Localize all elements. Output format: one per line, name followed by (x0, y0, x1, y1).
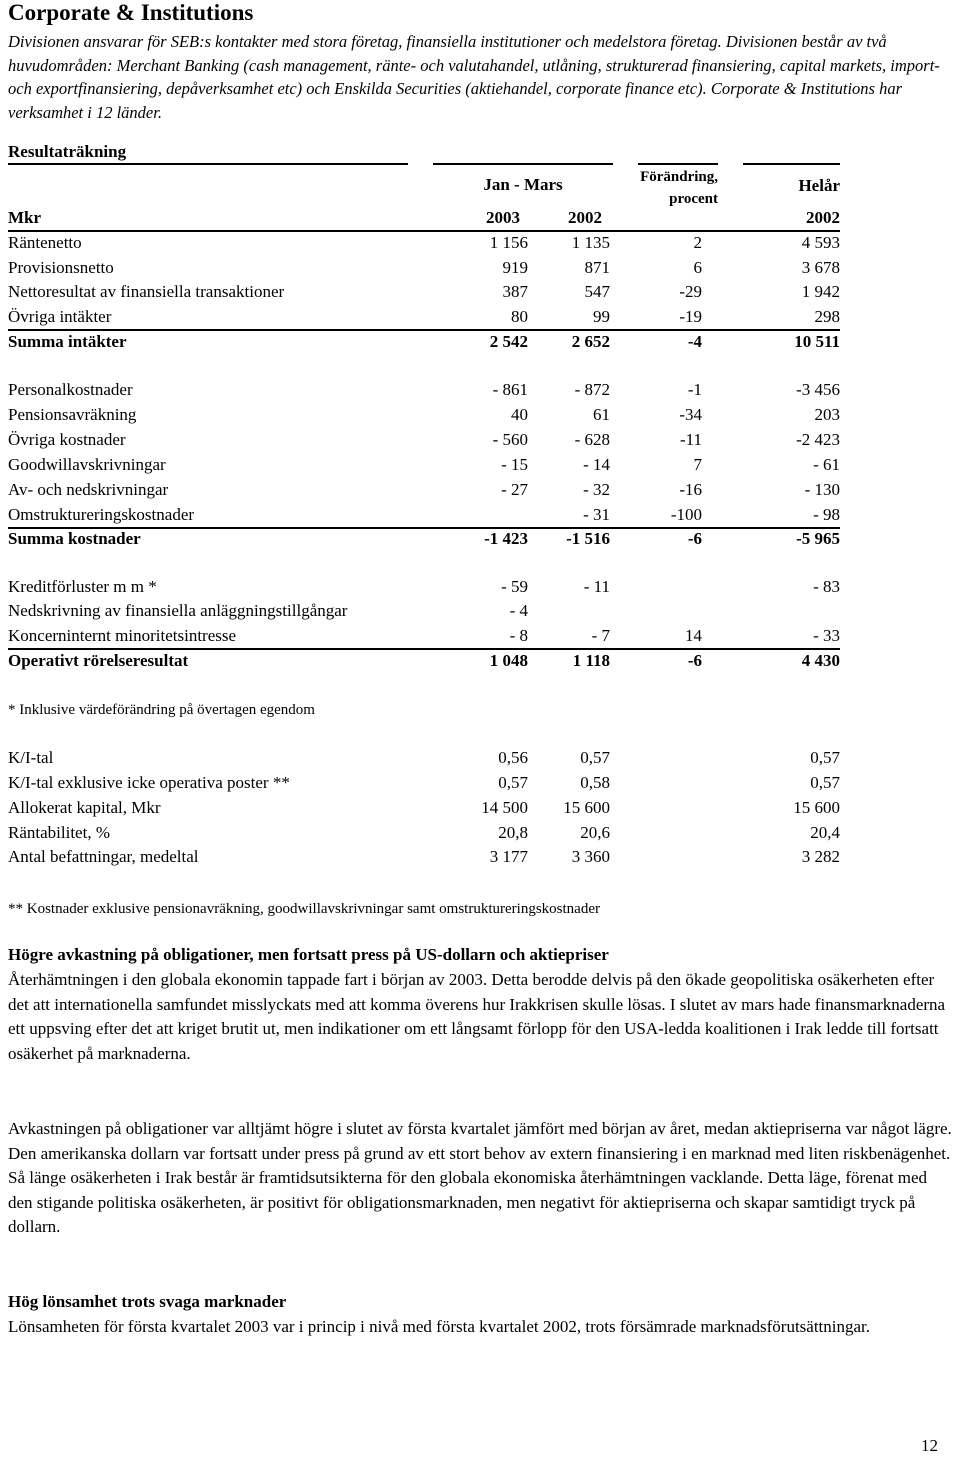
row-label: Omstruktureringskostnader (8, 505, 195, 524)
section2-para1: Lönsamheten för första kvartalet 2003 var i princip i nivå med första kvartalet 2002, trots försämrade marknadsförutsättningar. (8, 1317, 871, 1336)
row-label: Övriga kostnader (8, 430, 126, 449)
value-2002: - 7 (591, 626, 610, 645)
kpi-2003: 20,8 (498, 823, 528, 842)
value-2003: - 8 (509, 626, 528, 645)
value-full-year: 1 942 (801, 282, 840, 301)
value-2002: 2 652 (571, 332, 610, 351)
value-2002: - 872 (574, 380, 610, 399)
kpi-full-year: 20,4 (810, 823, 840, 842)
period-header: Jan - Mars (483, 175, 563, 194)
kpi-full-year: 0,57 (810, 773, 840, 792)
value-full-year: - 33 (813, 626, 840, 645)
change-header-line2: procent (669, 191, 718, 207)
kpi-2002: 15 600 (563, 798, 610, 817)
table-row (8, 405, 840, 429)
sum-rule (8, 329, 840, 331)
kpi-2003: 3 177 (489, 847, 528, 866)
change-header-line1: Förändring, (640, 169, 718, 185)
row-label: Övriga intäkter (8, 307, 112, 326)
row-label: Provisionsnetto (8, 258, 114, 277)
value-full-year: -3 456 (796, 380, 840, 399)
table-row (8, 505, 840, 529)
value-2002: - 11 (583, 577, 610, 596)
value-2002: 1 118 (572, 651, 610, 670)
value-change: 7 (693, 455, 702, 474)
unit-label: Mkr (8, 208, 42, 227)
section1-para1: Återhämtningen i den globala ekonomin tappade fart i början av 2003. Detta berodde delvis på den ökade geopolitiska osäkerheten efter det att internationella samfundet misslyckats med att komma överens hur Irakkrisen skulle lösas. I slutet av mars hade finansmarknaderna ett uppsving efter det att kriget brutit ut, men indikationer om ett långsamt förlopp för den USA-ledda koalitionen i Irak ledde till fortsatt osäkerhet på marknaderna. (8, 970, 946, 1063)
table-row (8, 332, 840, 356)
intro-text: Divisionen ansvarar för SEB:s kontakter med stora företag, finansiella institutioner och medelstora företag. Divisionen består av två huvudområden: Merchant Banking (cash management, ränte- och valutahandel, utlåning, strukturerad finansiering, capital markets, import- och exportfinansiering, depåverksamhet etc) och Enskilda Securities (aktiehandel, corporate finance etc). Corporate & Institutions har verksamhet i 12 länder. (8, 32, 940, 122)
kpi-full-year: 15 600 (793, 798, 840, 817)
row-label: Koncerninternt minoritetsintresse (8, 626, 237, 645)
table-row (8, 601, 840, 625)
row-label: Nettoresultat av finansiella transaktioner (8, 282, 285, 301)
value-full-year: 3 678 (801, 258, 840, 277)
value-change: -11 (679, 430, 702, 449)
row-label: Av- och nedskrivningar (8, 480, 169, 499)
footnote-2: ** Kostnader exklusive pensionavräkning, goodwillavskrivningar samt omstruktureringskostnader (8, 901, 600, 917)
change-header (638, 167, 718, 209)
value-change: -29 (679, 282, 702, 301)
col-2003: 2003 (486, 208, 520, 227)
kpi-row (8, 748, 840, 772)
table-row (8, 577, 840, 601)
table-row (8, 307, 840, 331)
value-full-year: -2 423 (796, 430, 840, 449)
fy-rule-top (743, 163, 840, 165)
value-change: 6 (693, 258, 702, 277)
value-2003: - 59 (501, 577, 528, 596)
value-2002: - 14 (583, 455, 610, 474)
value-full-year: 203 (814, 405, 840, 424)
value-change: -4 (687, 332, 702, 351)
kpi-2003: 0,56 (498, 748, 528, 767)
kpi-label: Antal befattningar, medeltal (8, 847, 199, 866)
value-2003: 387 (502, 282, 528, 301)
value-full-year: - 83 (813, 577, 840, 596)
row-label: Summa intäkter (8, 332, 127, 351)
header-rule (8, 230, 840, 232)
table-row (8, 258, 840, 282)
kpi-2003: 14 500 (481, 798, 528, 817)
table-row (8, 455, 840, 479)
value-2003: - 560 (492, 430, 528, 449)
full-year-header: Helår (798, 176, 840, 195)
table-row (8, 233, 840, 257)
period-rule-top (433, 163, 613, 165)
kpi-row (8, 798, 840, 822)
value-2003: 80 (511, 307, 528, 326)
table-row (8, 430, 840, 454)
value-full-year: 10 511 (794, 332, 840, 351)
value-change: -19 (679, 307, 702, 326)
kpi-full-year: 0,57 (810, 748, 840, 767)
table-row (8, 282, 840, 306)
section2-heading: Hög lönsamhet trots svaga marknader (8, 1292, 287, 1311)
value-2002: 61 (593, 405, 610, 424)
kpi-full-year: 3 282 (801, 847, 840, 866)
value-full-year: - 130 (804, 480, 840, 499)
kpi-2002: 20,6 (580, 823, 610, 842)
kpi-row (8, 847, 840, 871)
kpi-2002: 0,58 (580, 773, 610, 792)
kpi-row (8, 823, 840, 847)
value-2002: - 31 (583, 505, 610, 524)
kpi-2002: 0,57 (580, 748, 610, 767)
kpi-label: K/I-tal exklusive icke operativa poster ** (8, 773, 290, 792)
table-row (8, 480, 840, 504)
value-2003: - 27 (501, 480, 528, 499)
value-change: -6 (687, 529, 702, 548)
value-2003: -1 423 (484, 529, 528, 548)
value-2002: - 32 (583, 480, 610, 499)
value-full-year: - 98 (813, 505, 840, 524)
table-row (8, 529, 840, 553)
table-row (8, 380, 840, 404)
value-change: -1 (687, 380, 702, 399)
value-2002: 871 (584, 258, 610, 277)
table-row (8, 651, 840, 675)
kpi-label: K/I-tal (8, 748, 54, 767)
row-label: Nedskrivning av finansiella anläggningstillgångar (8, 601, 348, 620)
page-title: Corporate & Institutions (8, 0, 254, 25)
row-label: Personalkostnader (8, 380, 133, 399)
row-label: Goodwillavskrivningar (8, 455, 166, 474)
page-number: 12 (921, 1436, 938, 1455)
table-row (8, 626, 840, 650)
value-2002: 1 135 (571, 233, 610, 252)
value-2002: 99 (593, 307, 610, 326)
footnote-1: * Inklusive värdeförändring på övertagen egendom (8, 702, 315, 718)
col-2002: 2002 (568, 208, 602, 227)
kpi-label: Allokerat kapital, Mkr (8, 798, 161, 817)
row-label: Summa kostnader (8, 529, 141, 548)
section1-heading: Högre avkastning på obligationer, men fortsatt press på US-dollarn och aktiepriser (8, 945, 609, 964)
value-full-year: 4 593 (801, 233, 840, 252)
value-full-year: - 61 (813, 455, 840, 474)
row-label: Operativt rörelseresultat (8, 651, 189, 670)
row-label: Räntenetto (8, 233, 82, 252)
value-change: -34 (679, 405, 702, 424)
value-change: 14 (685, 626, 702, 645)
section1-para2: Avkastningen på obligationer var alltjämt högre i slutet av första kvartalet jämfört med början av året, medan aktiepriserna var något lägre. Den amerikanska dollarn var fortsatt under press på grund av ett stort behov av extern finansiering i en marknad med liten riskbenägenhet. Så länge osäkerheten i Irak består är framtidsutsikterna för den globala ekonomiska återhämtningen vacklande. Detta läge, förenat med den stigande politiska osäkerheten, är positivt för obligationsmarknaden, men negativt för aktiepriserna och skapar samtidigt tryck på dollarn. (8, 1119, 952, 1236)
title-rule (8, 163, 408, 165)
value-2002: -1 516 (566, 529, 610, 548)
value-full-year: -5 965 (796, 529, 840, 548)
col-fy-2002: 2002 (806, 208, 840, 227)
kpi-row (8, 773, 840, 797)
value-2003: 1 048 (489, 651, 528, 670)
row-label: Kreditförluster m m * (8, 577, 157, 596)
value-2003: 40 (511, 405, 528, 424)
change-rule-top (638, 163, 718, 165)
kpi-2003: 0,57 (498, 773, 528, 792)
value-2003: 1 156 (489, 233, 528, 252)
value-change: -16 (679, 480, 702, 499)
value-full-year: 298 (814, 307, 840, 326)
value-2003: 2 542 (489, 332, 528, 351)
value-2003: - 4 (509, 601, 528, 620)
value-2003: 919 (502, 258, 528, 277)
value-2003: - 15 (501, 455, 528, 474)
value-2002: - 628 (574, 430, 610, 449)
value-2002: 547 (584, 282, 610, 301)
sum-rule (8, 648, 840, 650)
kpi-2002: 3 360 (571, 847, 610, 866)
value-2003: - 861 (492, 380, 528, 399)
value-full-year: 4 430 (801, 651, 840, 670)
table-title: Resultaträkning (8, 142, 127, 161)
row-label: Pensionsavräkning (8, 405, 137, 424)
value-change: -6 (687, 651, 702, 670)
value-change: 2 (693, 233, 702, 252)
value-change: -100 (670, 505, 702, 524)
kpi-label: Räntabilitet, % (8, 823, 110, 842)
